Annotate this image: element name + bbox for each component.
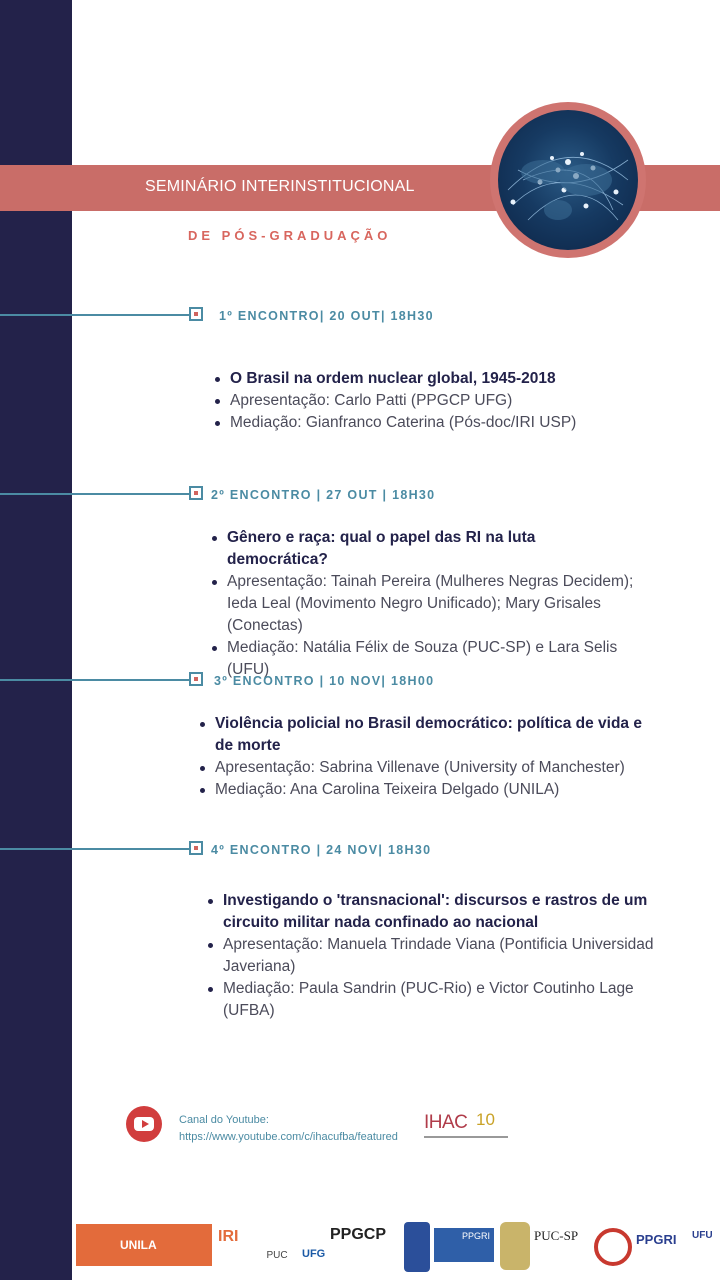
- timeline-line-1: [0, 314, 189, 316]
- encontro-4-label: 4º ENCONTRO | 24 NOV| 18H30: [211, 843, 432, 857]
- ppgri-puc-logo: PPGRI: [434, 1228, 494, 1262]
- ufg-logo: UFG: [302, 1248, 326, 1260]
- globe-image: [490, 102, 646, 258]
- ppgcp-logo: PPGCP: [330, 1226, 387, 1243]
- encontro-2-title: Gênero e raça: qual o papel das RI na luta democrática?: [211, 527, 661, 571]
- puc-logo: PUC: [266, 1250, 288, 1261]
- encontro-4-list: [207, 890, 663, 1022]
- timeline-line-3: [0, 679, 189, 681]
- encontro-1-list: [214, 368, 654, 434]
- youtube-label: Canal do Youtube:: [179, 1114, 269, 1126]
- encontro-1-title: O Brasil na ordem nuclear global, 1945-2018: [214, 368, 654, 390]
- timeline-line-2: [0, 493, 189, 495]
- encontro-3-mediacao: Mediação: Ana Carolina Teixeira Delgado (UNILA): [199, 779, 659, 801]
- timeline-marker-1: [189, 307, 203, 321]
- page-title: SEMINÁRIO INTERINSTITUCIONAL: [145, 178, 415, 195]
- ihac-logo-divider: [424, 1136, 508, 1138]
- encontro-1-label: 1º ENCONTRO| 20 OUT| 18H30: [219, 309, 434, 323]
- youtube-icon[interactable]: [126, 1106, 162, 1142]
- encontro-1-apresentacao: Apresentação: Carlo Patti (PPGCP UFG): [214, 390, 654, 412]
- encontro-4-apresentacao: Apresentação: Manuela Trindade Viana (Pontificia Universidad Javeriana): [207, 934, 663, 978]
- encontro-3-list: [199, 713, 659, 801]
- pucsp-crest-icon: [500, 1222, 530, 1270]
- partner-logos-strip: [72, 1216, 720, 1274]
- youtube-link[interactable]: https://www.youtube.com/c/ihacufba/featured: [179, 1131, 398, 1143]
- page-subtitle: DE PÓS-GRADUAÇÃO: [188, 228, 392, 243]
- encontro-3-apresentacao: Apresentação: Sabrina Villenave (University of Manchester): [199, 757, 659, 779]
- encontro-2-list: [211, 527, 661, 681]
- unila-logo: UNILA: [76, 1224, 212, 1266]
- pucsp-logo: PUC-SP: [534, 1228, 579, 1243]
- ihac-logo-text: IHAC: [424, 1112, 468, 1133]
- ppgri-ufu-logo: PPGRI: [636, 1232, 677, 1247]
- ufu-logo: UFU: [692, 1230, 713, 1241]
- encontro-4-mediacao: Mediação: Paula Sandrin (PUC-Rio) e Victor Coutinho Lage (UFBA): [207, 978, 663, 1022]
- timeline-line-4: [0, 848, 189, 850]
- encontro-1-mediacao: Mediação: Gianfranco Caterina (Pós-doc/IRI USP): [214, 412, 654, 434]
- ufba-crest-icon: [404, 1222, 430, 1272]
- ppgri-ufu-circle-icon: [594, 1228, 632, 1266]
- encontro-3-label: 3º ENCONTRO | 10 NOV| 18H00: [214, 674, 435, 688]
- timeline-marker-3: [189, 672, 203, 686]
- timeline-marker-2: [189, 486, 203, 500]
- encontro-2-apresentacao: Apresentação: Tainah Pereira (Mulheres Negras Decidem); Ieda Leal (Movimento Negro Unificado); Mary Grisales (Conectas): [211, 571, 661, 637]
- timeline-marker-4: [189, 841, 203, 855]
- ihac-logo: [424, 1106, 508, 1146]
- encontro-3-title: Violência policial no Brasil democrático: política de vida e de morte: [199, 713, 659, 757]
- encontro-4-title: Investigando o 'transnacional': discursos e rastros de um circuito militar nada confinado ao nacional: [207, 890, 663, 934]
- encontro-2-mediacao: Mediação: Natália Félix de Souza (PUC-SP) e Lara Selis (UFU): [211, 637, 661, 681]
- world-network-icon: [498, 110, 638, 250]
- iri-logo: IRI: [218, 1228, 239, 1245]
- encontro-2-label: 2º ENCONTRO | 27 OUT | 18H30: [211, 488, 436, 502]
- ihac-logo-number: 10: [476, 1110, 495, 1129]
